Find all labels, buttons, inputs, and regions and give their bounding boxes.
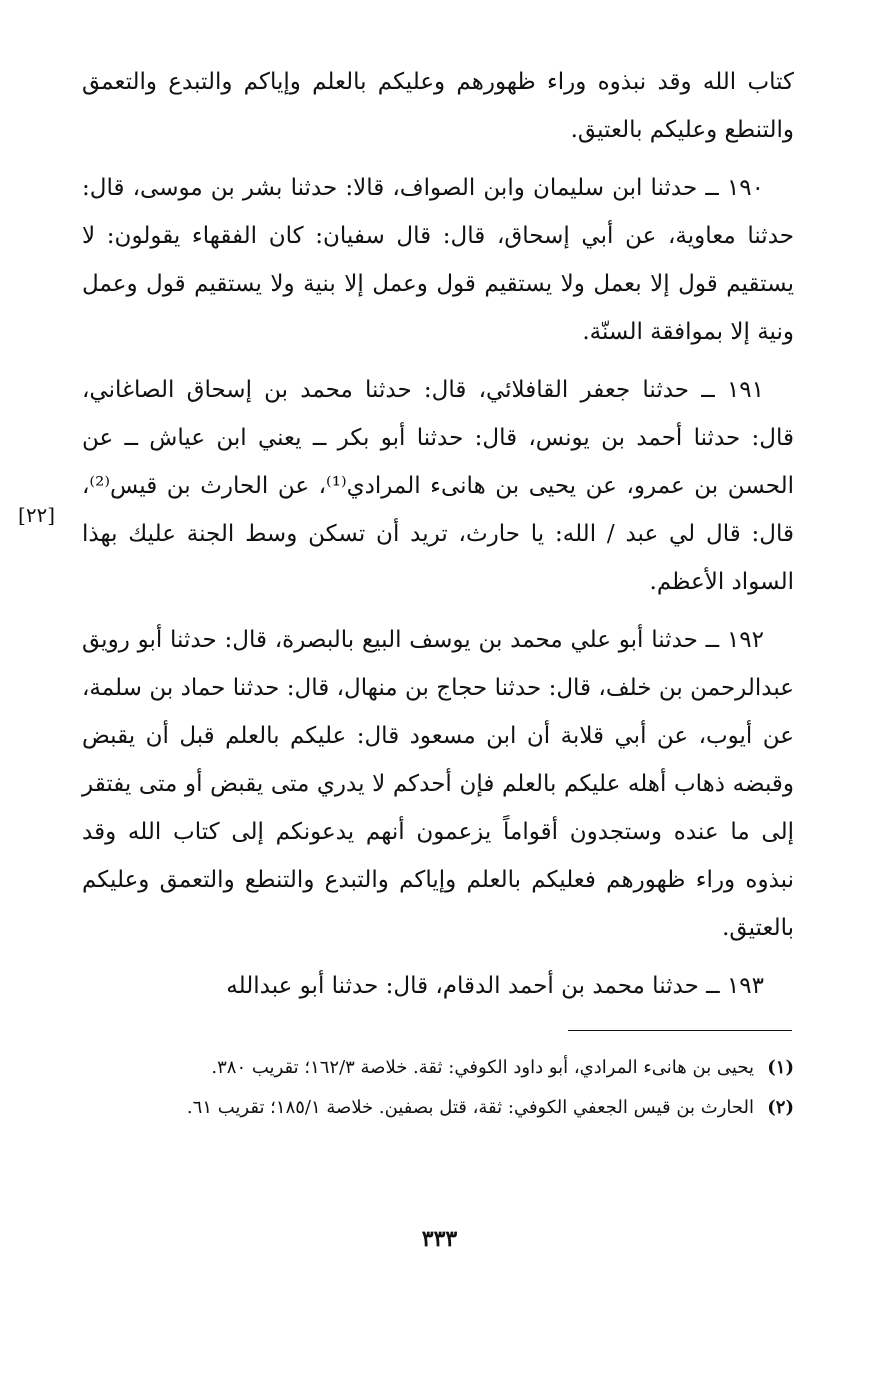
footnote-number: (٢) [767, 1097, 794, 1118]
hadith-191: ١٩١ ــ حدثنا جعفر القافلائي، قال: حدثنا محمد بن إسحاق الصاغاني، قال: حدثنا أحمد بن يونس، قال: حدثنا أبو بكر ــ يعني ابن عياش ــ عن الحسن بن عمرو، عن يحيى بن هانىء المرادي⁽¹⁾، عن الحارث بن قيس⁽²⁾، قال: قال لي عبد / الله: يا حارث، تريد أن تسكن وسط الجنة عليك بهذا السواد الأعظم. [82, 377, 794, 595]
footnote-text: الحارث بن قيس الجعفي الكوفي: ثقة، قتل بصفين. خلاصة ١٨٥/١؛ تقريب ٦١. [186, 1097, 754, 1118]
manuscript-folio-marker: [٢٢] [18, 503, 56, 527]
hadith-190: ١٩٠ ــ حدثنا ابن سليمان وابن الصواف، قالا: حدثنا بشر بن موسى، قال: حدثنا معاوية، عن أبي إسحاق، قال: قال سفيان: كان الفقهاء يقولون: لا يستقيم قول إلا بعمل ولا يستقيم قول وعمل إلا بنية ولا يستقيم قول وعمل ونية إلا بموافقة السنّة. [82, 175, 794, 345]
footnote-number: (١) [767, 1057, 794, 1078]
footnote-text: يحيى بن هانىء المرادي، أبو داود الكوفي: ثقة. خلاصة ١٦٢/٣؛ تقريب ٣٨٠. [211, 1057, 754, 1078]
hadith-193: ١٩٣ ــ حدثنا محمد بن أحمد الدقام، قال: حدثنا أبو عبدالله [226, 973, 764, 999]
hadith-192: ١٩٢ ــ حدثنا أبو علي محمد بن يوسف البيع بالبصرة، قال: حدثنا أبو رويق عبدالرحمن بن خلف، قال: حدثنا حجاج بن منهال، قال: حدثنا حماد بن سلمة، عن أيوب، عن أبي قلابة أن ابن مسعود قال: عليكم بالعلم قبل أن يقبض وقبضه ذهاب أهله عليكم بالعلم فإن أحدكم لا يدري متى يقبض أو متى يفتقر إلى ما عنده وستجدون أقواماً يزعمون أنهم يدعونكم إلى كتاب الله وقد نبذوه وراء ظهورهم فعليكم بالعلم وإياكم والتبدع والتنطع والتعمق وعليكم بالعتيق. [82, 627, 794, 941]
footnote-1 [92, 1050, 794, 1086]
page-number: ٣٣٣ [421, 1226, 458, 1252]
footnote-2 [92, 1090, 794, 1126]
footnote-divider [568, 1030, 792, 1031]
paragraph-continuation: كتاب الله وقد نبذوه وراء ظهورهم وعليكم بالعلم وإياكم والتبدع والتعمق والتنطع وعليكم بالعتيق. [82, 69, 794, 143]
footnotes [92, 1050, 794, 1130]
main-text [82, 58, 794, 1020]
